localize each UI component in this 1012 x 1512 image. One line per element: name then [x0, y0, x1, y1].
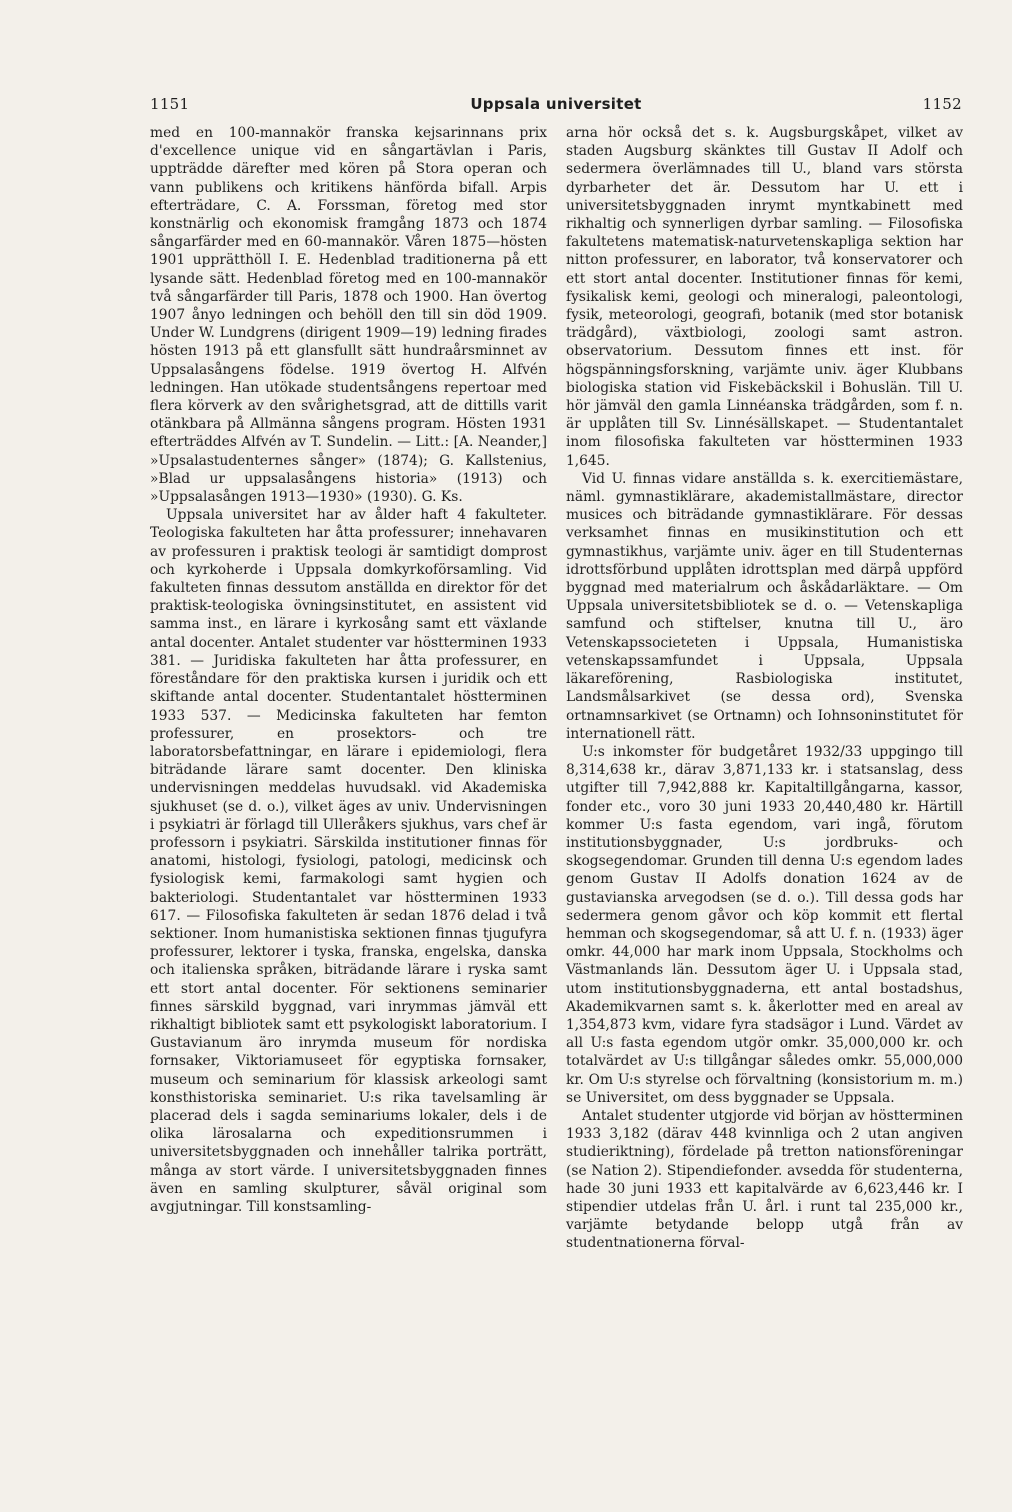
page-header [150, 95, 962, 119]
paragraph: arna hör också det s. k. Augsburgskåpet, vilket av staden Augsburg skänktes till Gustav II Adolf och sedermera överlämnades till U., bland vars största dyrbarheter det är. Dessutom har U. ett i universitetsbyggnaden inrymt myntkabinett med rikhaltig och synnerligen dyrbar samling. — Filosofiska fakultetens matematisk-naturvetenskapliga sektion har nitton professurer, en laborator, två konservatorer och ett stort antal docenter. Institutioner finnas för kemi, fysikalisk kemi, geologi och mineralogi, paleontologi, fysik, meteorologi, geografi, botanik (med stor botanisk trädgård), växtbiologi, zoologi samt astron. observatorium. Dessutom finnes ett inst. för högspänningsforskning, varjämte univ. äger Klubbans biologiska station vid Fiskebäckskil i Bohuslän. Till U. hör jämväl den gamla Linnéanska trädgården, som f. n. är upplåten till Sv. Linnésällskapet. — Studentantalet inom filosofiska fakulteten var höstterminen 1933 1,645. [566, 125, 963, 469]
page-number-left: 1151 [150, 95, 190, 113]
paragraph: Uppsala universitet har av ålder haft 4 fakulteter. Teologiska fakulteten har åtta professurer; innehavaren av professuren i praktisk teologi är samtidigt domprost och kyrkoherde i Uppsala domkyrkoförsamling. Vid fakulteten finnas dessutom anställda en direktor för det praktisk-teologiska övningsinstitutet, en assistent vid samma inst., en lärare i kyrkosång samt ett växlande antal docenter. Antalet studenter var höstterminen 1933 381. — Juridiska fakulteten har åtta professurer, en föreståndare för den praktiska kursen i juridik och ett skiftande antal docenter. Studentantalet höstterminen 1933 537. — Medicinska fakulteten har femton professurer, en prosektors- och tre laboratorsbefattningar, en lärare i epidemiologi, flera biträdande lärare samt docenter. Den kliniska undervisningen meddelas huvudsakl. vid Akademiska sjukhuset (se d. o.), vilket äges av univ. Undervisningen i psykiatri är förlagd till Ulleråkers sjukhus, vars chef är professorn i psykiatri. Särskilda institutioner finnas för anatomi, histologi, fysiologi, patologi, medicinsk och fysiologisk kemi, farmakologi samt hygien och bakteriologi. Studentantalet var höstterminen 1933 617. — Filosofiska fakulteten är sedan 1876 delad i två sektioner. Inom humanistiska sektionen finnas tjugufyra professurer, lektorer i tyska, franska, engelska, danska och italienska språken, biträdande lärare i ryska samt ett stort antal docenter. För sektionens seminarier finnes särskild byggnad, vari inrymmas jämväl ett rikhaltigt bibliotek samt ett psykologiskt laboratorium. I Gustavianum äro inrymda museum för nordiska fornsaker, Viktoriamuseet för egyptiska fornsaker, museum och seminarium för klassisk arkeologi samt konsthistoriska seminariet. U:s rika tavelsamling är placerad dels i sagda seminariums lokaler, dels i de olika lärosalarna och expeditionsrummen i universitetsbyggnaden och innehåller talrika porträtt, många av stort värde. I universitetsbyggnaden finnes även en samling skulpturer, såväl original som avgjutningar. Till konstsamling- [150, 507, 547, 1215]
page-number-right: 1152 [922, 95, 962, 113]
left-column [150, 124, 547, 1216]
paragraph: U:s inkomster för budgetåret 1932/33 uppgingo till 8,314,638 kr., därav 3,871,133 kr. i statsanslag, dess utgifter till 7,942,888 kr. Kapitaltillgångarna, kassor, fonder etc., voro 30 juni 1933 20,440,480 kr. Härtill kommer U:s fasta egendom, vari ingå, förutom institutionsbyggnader, U:s jordbruks- och skogsegendomar. Grunden till denna U:s egendom lades genom Gustav II Adolfs donation 1624 av de gustavianska arvegodsen (se d. o.). Till dessa gods har sedermera genom gåvor och köp kommit ett flertal hemman och skogsegendomar, så att U. f. n. (1933) äger omkr. 44,000 har mark inom Uppsala, Stockholms och Västmanlands län. Dessutom äger U. i Uppsala stad, utom institutionsbyggnaderna, ett antal bostadshus, Akademikvarnen samt s. k. åkerlotter med en areal av 1,354,873 kvm, vidare fyra stadsägor i Lund. Värdet av all U:s fasta egendom utgör omkr. 35,000,000 kr. och totalvärdet av U:s tillgångar således omkr. 55,000,000 kr. Om U:s styrelse och förvaltning (konsistorium m. m.) se Universitet, om dess byggnader se Uppsala. [566, 743, 963, 1106]
paragraph: med en 100-mannakör franska kejsarinnans prix d'excellence unique vid en sångartävlan i Paris, uppträdde därefter med kören på Stora operan och vann publikens och kritikens hänförda bifall. Arpis efterträdare, C. A. Forssman, företog med stor konstnärlig och ekonomisk framgång 1873 och 1874 sångarfärder med en 60-mannakör. Våren 1875—hösten 1901 upprätthöll I. E. Hedenblad traditionerna på ett lysande sätt. Hedenblad företog med en 100-mannakör två sångarfärder till Paris, 1878 och 1900. Han övertog 1907 ånyo ledningen och behöll den till sin död 1909. Under W. Lundgrens (dirigent 1909—19) ledning firades hösten 1913 på ett glansfullt sätt hundraårsminnet av Uppsalasångens födelse. 1919 övertog H. Alfvén ledningen. Han utökade studentsångens repertoar med flera körverk av den svårighetsgrad, att de dittills varit otänkbara på Allmänna sångens program. Hösten 1931 efterträddes Alfvén av T. Sundelin. — Litt.: [A. Neander,] »Upsalastudenternes sånger» (1874); G. Kallstenius, »Blad ur uppsalasångens historia» (1913) och »Uppsalasången 1913—1930» (1930). G. Ks. [150, 125, 547, 506]
paragraph: Vid U. finnas vidare anställda s. k. exercitiemästare, näml. gymnastiklärare, akademistallmästare, director musices och biträdande gymnastiklärare. För dessas verksamhet finnas en musikinstitution och ett gymnastikhus, varjämte univ. äger en till Studenternas idrottsförbund upplåten idrottsplan med därpå uppförd byggnad med materialrum och åskådarläktare. — Om Uppsala universitetsbibliotek se d. o. — Vetenskapliga samfund och stiftelser, knutna till U., äro Vetenskapssocieteten i Uppsala, Humanistiska vetenskapssamfundet i Uppsala, Uppsala läkareförening, Rasbiologiska institutet, Landsmålsarkivet (se dessa ord), Svenska ortnamnsarkivet (se Ortnamn) och Iohnsoninstitutet för internationell rätt. [566, 470, 963, 742]
paragraph: Antalet studenter utgjorde vid början av höstterminen 1933 3,182 (därav 448 kvinnliga och 2 utan angiven studieriktning), fördelade på tretton nationsföreningar (se Nation 2). Stipendiefonder. avsedda för studenterna, hade 30 juni 1933 ett kapitalvärde av 6,623,446 kr. I stipendier utdelas från U. årl. i runt tal 235,000 kr., varjämte betydande belopp utgå från av studentnationerna förval- [566, 1107, 963, 1252]
running-title: Uppsala universitet [470, 95, 642, 113]
right-column [566, 124, 963, 1253]
